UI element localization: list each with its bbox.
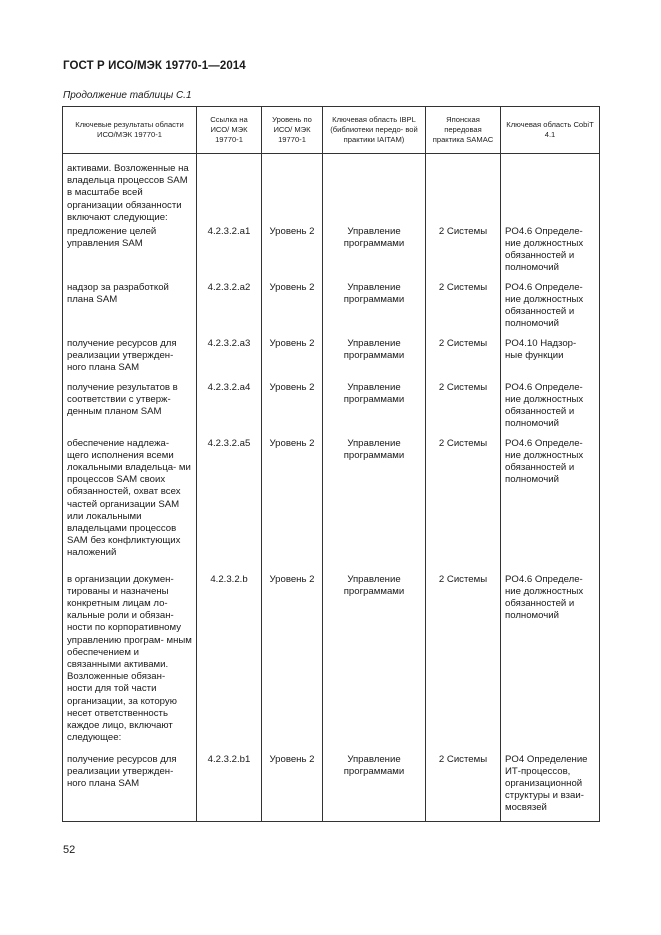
cell-result: в организации докумен- тированы и назначены конкретным лицам ло- кальные роли и обязан- ности по корпоративному управлению програм- мным обеспечением и связанными активами. Возложенные обязан- ности для той части организации, за которую несет ответственность каждое лицо, включают следующее: <box>63 574 197 754</box>
cell-cobit: PO4.10 Надзор- ные функции <box>501 338 600 382</box>
cell-level: Уровень 2 <box>262 438 323 574</box>
header-ibpl-area: Ключевая область IBPL (библиотеки передо- вой практики IAITAM) <box>323 107 426 154</box>
cell-samac: 2 Системы <box>426 382 501 438</box>
cell-level: Уровень 2 <box>262 226 323 282</box>
cell-samac: 2 Системы <box>426 754 501 822</box>
cell-cobit: PO4.6 Определе- ние должностных обязанностей и полномочий <box>501 226 600 282</box>
table-row <box>63 574 600 754</box>
cell-samac <box>426 154 501 226</box>
table-row <box>63 154 600 226</box>
cell-result: получение ресурсов для реализации утвержден- ного плана SAM <box>63 754 197 822</box>
cell-ibpl: Управление программами <box>323 574 426 754</box>
cell-reference: 4.2.3.2.a1 <box>197 226 262 282</box>
header-iso-reference: Ссылка на ИСО/ МЭК 19770-1 <box>197 107 262 154</box>
cell-ibpl: Управление программами <box>323 382 426 438</box>
cell-reference: 4.2.3.2.a5 <box>197 438 262 574</box>
cell-cobit: PO4.6 Определе- ние должностных обязанностей и полномочий <box>501 438 600 574</box>
cell-ibpl: Управление программами <box>323 282 426 338</box>
cell-reference <box>197 154 262 226</box>
table-row <box>63 438 600 574</box>
cell-ibpl <box>323 154 426 226</box>
cell-result: надзор за разработкой плана SAM <box>63 282 197 338</box>
cell-ibpl: Управление программами <box>323 226 426 282</box>
cell-result: активами. Возложенные на владельца процессов SAM в масштабе всей организации обязанности включают следующие: <box>63 154 197 226</box>
cell-level <box>262 154 323 226</box>
table-row <box>63 226 600 282</box>
cell-cobit: PO4.6 Определе- ние должностных обязанностей и полномочий <box>501 282 600 338</box>
header-samac-practice: Японская передовая практика SAMAC <box>426 107 501 154</box>
cell-cobit <box>501 154 600 226</box>
document-header: ГОСТ Р ИСО/МЭК 19770-1—2014 <box>63 60 246 72</box>
cell-level: Уровень 2 <box>262 282 323 338</box>
cell-ibpl: Управление программами <box>323 438 426 574</box>
cell-cobit: PO4.6 Определе- ние должностных обязанностей и полномочий <box>501 382 600 438</box>
cell-result: предложение целей управления SAM <box>63 226 197 282</box>
cell-level: Уровень 2 <box>262 382 323 438</box>
page-number: 52 <box>63 844 76 856</box>
cell-ibpl: Управление программами <box>323 338 426 382</box>
cell-samac: 2 Системы <box>426 282 501 338</box>
cell-reference: 4.2.3.2.a3 <box>197 338 262 382</box>
cell-samac: 2 Системы <box>426 438 501 574</box>
table-row <box>63 754 600 822</box>
table-row <box>63 382 600 438</box>
cell-samac: 2 Системы <box>426 226 501 282</box>
cell-samac: 2 Системы <box>426 574 501 754</box>
cell-cobit: PO4.6 Определе- ние должностных обязанностей и полномочий <box>501 574 600 754</box>
cell-level: Уровень 2 <box>262 574 323 754</box>
table-caption: Продолжение таблицы С.1 <box>63 90 192 101</box>
cell-reference: 4.2.3.2.b1 <box>197 754 262 822</box>
cell-ibpl: Управление программами <box>323 754 426 822</box>
table-row <box>63 282 600 338</box>
comparison-table <box>62 106 600 822</box>
cell-reference: 4.2.3.2.b <box>197 574 262 754</box>
cell-result: получение результатов в соответствии с утверж- денным планом SAM <box>63 382 197 438</box>
cell-samac: 2 Системы <box>426 338 501 382</box>
cell-reference: 4.2.3.2.a4 <box>197 382 262 438</box>
cell-level: Уровень 2 <box>262 338 323 382</box>
header-cobit-area: Ключевая область CobiT 4.1 <box>501 107 600 154</box>
header-iso-level: Уровень по ИСО/ МЭК 19770-1 <box>262 107 323 154</box>
table-header-row <box>63 107 600 154</box>
table-row <box>63 338 600 382</box>
header-key-results: Ключевые результаты области ИСО/МЭК 19770-1 <box>63 107 197 154</box>
cell-result: обеспечение надлежа- щего исполнения всеми локальными владельца- ми процессов SAM своих обязанностей, охват всех частей организации SAM или локальными владельцами процессов SAM без конфликтующих наложений <box>63 438 197 574</box>
cell-cobit: PO4 Определение ИТ-процессов, организационной структуры и взаи- мосвязей <box>501 754 600 822</box>
cell-result: получение ресурсов для реализации утвержден- ного плана SAM <box>63 338 197 382</box>
cell-level: Уровень 2 <box>262 754 323 822</box>
cell-reference: 4.2.3.2.a2 <box>197 282 262 338</box>
